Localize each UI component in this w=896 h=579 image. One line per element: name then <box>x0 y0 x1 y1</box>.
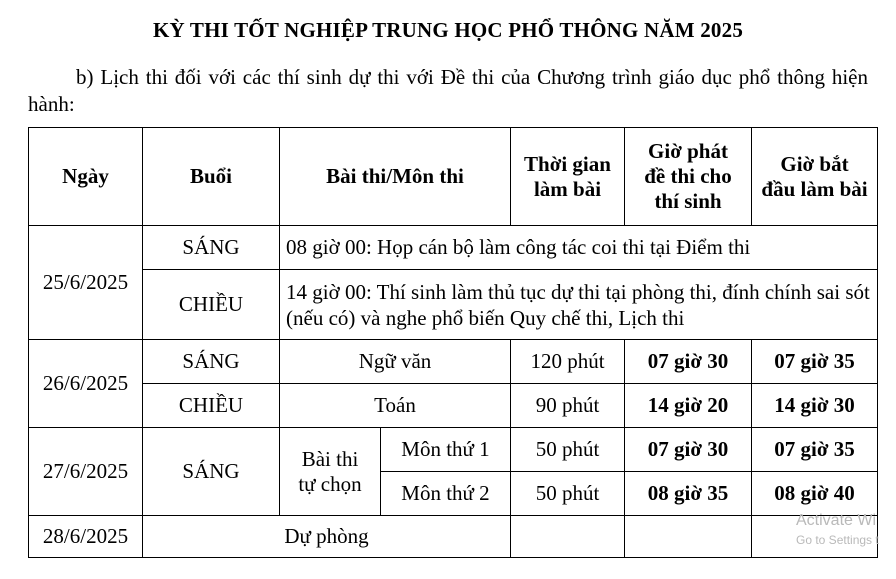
document-title: KỲ THI TỐT NGHIỆP TRUNG HỌC PHỔ THÔNG NĂM 2025 <box>152 18 744 42</box>
duration-cell: 120 phút <box>511 340 625 384</box>
distribute-time-cell: 08 giờ 35 <box>625 472 752 516</box>
table-row <box>29 270 878 340</box>
subject-cell: Môn thứ 1 <box>381 428 511 472</box>
start-time-cell: 14 giờ 30 <box>752 384 878 428</box>
session-cell: CHIỀU <box>143 384 280 428</box>
header-start-time <box>752 128 878 226</box>
header-duration-line2: làm bài <box>533 176 602 201</box>
header-distribute-time <box>625 128 752 226</box>
subject-cell: Ngữ văn <box>280 340 511 384</box>
activate-windows-watermark <box>796 512 879 547</box>
subject-cell: Toán <box>280 384 511 428</box>
elective-group-line2: tự chọn <box>298 471 362 496</box>
duration-cell: 50 phút <box>511 428 625 472</box>
elective-group-cell <box>280 428 381 516</box>
header-duration <box>511 128 625 226</box>
watermark-line2: Go to Settings t <box>796 533 879 547</box>
start-time-cell: 07 giờ 35 <box>752 428 878 472</box>
duration-cell: 90 phút <box>511 384 625 428</box>
date-cell: 28/6/2025 <box>29 516 143 558</box>
distribute-time-cell: 14 giờ 20 <box>625 384 752 428</box>
header-date: Ngày <box>29 128 143 226</box>
header-duration-line1: Thời gian <box>524 151 611 176</box>
date-cell: 26/6/2025 <box>29 340 143 428</box>
table-row <box>29 384 878 428</box>
elective-group-line1: Bài thi <box>301 446 359 471</box>
start-time-cell: 08 giờ 40 <box>752 472 878 516</box>
empty-cell <box>625 516 752 558</box>
header-subject: Bài thi/Môn thi <box>280 128 511 226</box>
note-cell: 14 giờ 00: Thí sinh làm thủ tục dự thi tại phòng thi, đính chính sai sót (nếu có) và nghe phổ biến Quy chế thi, Lịch thi <box>280 270 878 340</box>
header-start-line2: đầu làm bài <box>761 176 868 201</box>
session-cell: SÁNG <box>143 428 280 516</box>
session-cell: CHIỀU <box>143 270 280 340</box>
duration-cell: 50 phút <box>511 472 625 516</box>
header-start-line1: Giờ bắt <box>780 151 849 176</box>
subject-cell: Môn thứ 2 <box>381 472 511 516</box>
session-cell: SÁNG <box>143 226 280 270</box>
header-distribute-line2: đề thi cho <box>644 164 732 188</box>
distribute-time-cell: 07 giờ 30 <box>625 428 752 472</box>
distribute-time-cell: 07 giờ 30 <box>625 340 752 384</box>
table-row <box>29 428 878 472</box>
watermark-line1: Activate Wi <box>796 512 877 529</box>
empty-cell <box>511 516 625 558</box>
header-distribute-line3: thí sinh <box>654 189 722 213</box>
table-row <box>29 340 878 384</box>
note-cell: 08 giờ 00: Họp cán bộ làm công tác coi thi tại Điểm thi <box>280 226 878 270</box>
intro-paragraph: b) Lịch thi đối với các thí sinh dự thi với Đề thi của Chương trình giáo dục phổ thông hiện hành: <box>28 65 868 116</box>
table-row <box>29 516 878 558</box>
header-distribute-line1: Giờ phát <box>648 139 728 163</box>
exam-schedule-table <box>28 127 878 558</box>
reserve-cell: Dự phòng <box>143 516 511 558</box>
table-row <box>29 226 878 270</box>
start-time-cell: 07 giờ 35 <box>752 340 878 384</box>
header-row <box>29 128 878 226</box>
date-cell: 25/6/2025 <box>29 226 143 340</box>
header-session: Buổi <box>143 128 280 226</box>
session-cell: SÁNG <box>143 340 280 384</box>
date-cell: 27/6/2025 <box>29 428 143 516</box>
